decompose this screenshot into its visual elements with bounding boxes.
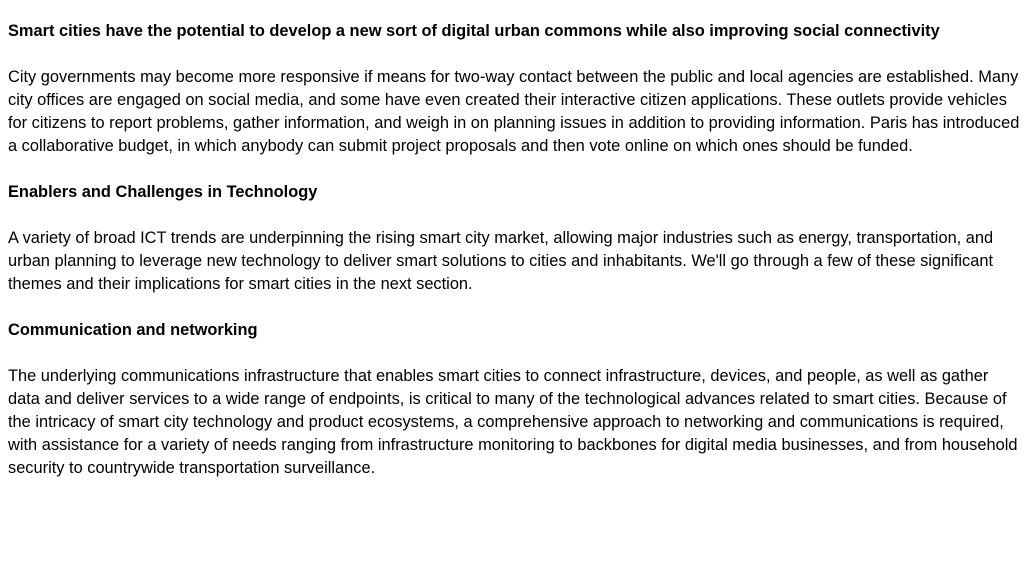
spacer xyxy=(8,342,1020,365)
document-body xyxy=(8,20,1020,480)
section-heading-smart-cities: Smart cities have the potential to develop a new sort of digital urban commons while also improving social connectivity xyxy=(8,22,940,40)
section-paragraph-communication: The underlying communications infrastructure that enables smart cities to connect infrastructure, devices, and people, as well as gather data and deliver services to a wide range of endpoints, is critical to many of the technological advances related to smart cities. Because of the intricacy of smart city technology and product ecosystems, a comprehensive approach to networking and communications is required, with assistance for a variety of needs ranging from infrastructure monitoring to backbones for digital media businesses, and from household security to countrywide transportation surveillance. xyxy=(8,367,1018,477)
section-paragraph-smart-cities: City governments may become more responsive if means for two-way contact between the public and local agencies are established. Many city offices are engaged on social media, and some have even created their interactive citizen applications. These outlets provide vehicles for citizens to report problems, gather information, and weigh in on planning issues in addition to providing information. Paris has introduced a collaborative budget, in which anybody can submit project proposals and then vote online on which ones should be funded. xyxy=(8,68,1020,155)
section-paragraph-enablers: A variety of broad ICT trends are underpinning the rising smart city market, allowing major industries such as energy, transportation, and urban planning to leverage new technology to deliver smart solutions to cities and inhabitants. We'll go through a few of these significant themes and their implications for smart cities in the next section. xyxy=(8,229,994,293)
spacer xyxy=(8,43,1020,66)
spacer xyxy=(8,158,1020,181)
spacer xyxy=(8,204,1020,227)
spacer xyxy=(8,296,1020,319)
section-heading-communication: Communication and networking xyxy=(8,321,258,339)
section-heading-enablers: Enablers and Challenges in Technology xyxy=(8,183,318,201)
